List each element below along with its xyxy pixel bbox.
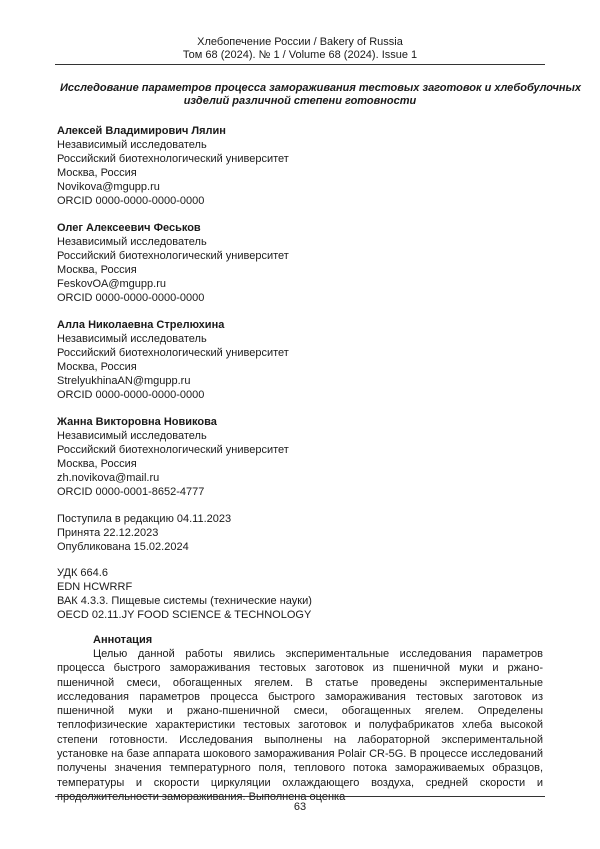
author-email: StrelyukhinaAN@mgupp.ru	[57, 375, 191, 387]
author-name: Алла Николаевна Стрелюхина	[57, 319, 225, 331]
author-block-4	[57, 415, 537, 499]
udk-code: УДК 664.6	[57, 567, 108, 579]
author-city: Москва, Россия	[57, 361, 137, 373]
author-position: Независимый исследователь	[57, 333, 207, 345]
running-header	[55, 36, 545, 62]
author-orcid: ORCID 0000-0000-0000-0000	[57, 292, 205, 304]
author-affiliation: Российский биотехнологический университет	[57, 153, 289, 165]
author-email: zh.novikova@mail.ru	[57, 472, 160, 484]
author-block-2	[57, 221, 537, 305]
author-email: FeskovOA@mgupp.ru	[57, 278, 166, 290]
vak-code: ВАК 4.3.3. Пищевые системы (технические науки)	[57, 595, 312, 607]
author-position: Независимый исследователь	[57, 139, 207, 151]
header-divider	[55, 64, 545, 65]
article-title-line-1: Исследование параметров процесса замораживания тестовых заготовок и хлебобулочных	[60, 82, 582, 94]
published-date: Опубликована 15.02.2024	[57, 541, 189, 553]
author-position: Независимый исследователь	[57, 236, 207, 248]
author-city: Москва, Россия	[57, 167, 137, 179]
author-orcid: ORCID 0000-0001-8652-4777	[57, 486, 205, 498]
article-title	[60, 82, 582, 108]
author-position: Независимый исследователь	[57, 430, 207, 442]
author-name: Алексей Владимирович Лялин	[57, 125, 226, 137]
author-affiliation: Российский биотехнологический университет	[57, 347, 289, 359]
article-dates	[57, 512, 537, 554]
author-name: Жанна Викторовна Новикова	[57, 416, 217, 428]
abstract-heading: Аннотация	[93, 634, 153, 646]
journal-name: Хлебопечение России / Bakery of Russia	[197, 36, 403, 48]
classification-codes	[57, 566, 537, 622]
author-affiliation: Российский биотехнологический университет	[57, 250, 289, 262]
journal-volume: Том 68 (2024). № 1 / Volume 68 (2024). Issue 1	[182, 49, 418, 61]
footer-divider	[55, 796, 545, 797]
author-email: Novikova@mgupp.ru	[57, 181, 160, 193]
abstract-text: Целью данной работы явились экспериментальные исследования параметров процесса быстрого замораживания тестовых заготовок из пшеничной муки и ржано-пшеничной смеси, обогащенных ягелем. В статье проведены экспериментальные исследования параметров процесса быстрого замораживания тестовых заготовок из пшеничной муки и ржано-пшеничной смеси, обогащенных ягелем. Определены теплофизические характеристики тестовых заготовок и полуфабрикатов хлеба высокой степени готовности. Исследования выполнены на лабораторной экспериментальной установке на базе аппарата шокового замораживания Polair CR-5G. В процессе исследований получены значения температурного поля, теплового потока замораживаемых образцов, температуры и скорости циркуляции охлаждающего воздуха, средней скорости и продолжительности замораживания. Выполнена оценка	[57, 648, 543, 803]
author-block-3	[57, 318, 537, 402]
author-city: Москва, Россия	[57, 458, 137, 470]
edn-code: EDN HCWRRF	[57, 581, 133, 593]
author-orcid: ORCID 0000-0000-0000-0000	[57, 195, 205, 207]
page-number: 63	[293, 801, 307, 813]
received-date: Поступила в редакцию 04.11.2023	[57, 513, 232, 525]
accepted-date: Принята 22.12.2023	[57, 527, 159, 539]
author-orcid: ORCID 0000-0000-0000-0000	[57, 389, 205, 401]
oecd-code: OECD 02.11.JY FOOD SCIENCE & TECHNOLOGY	[57, 609, 312, 621]
article-title-line-2: изделий различной степени готовности	[183, 95, 417, 107]
author-affiliation: Российский биотехнологический университет	[57, 444, 289, 456]
author-name: Олег Алексеевич Феськов	[57, 222, 201, 234]
author-city: Москва, Россия	[57, 264, 137, 276]
author-block-1	[57, 124, 537, 208]
